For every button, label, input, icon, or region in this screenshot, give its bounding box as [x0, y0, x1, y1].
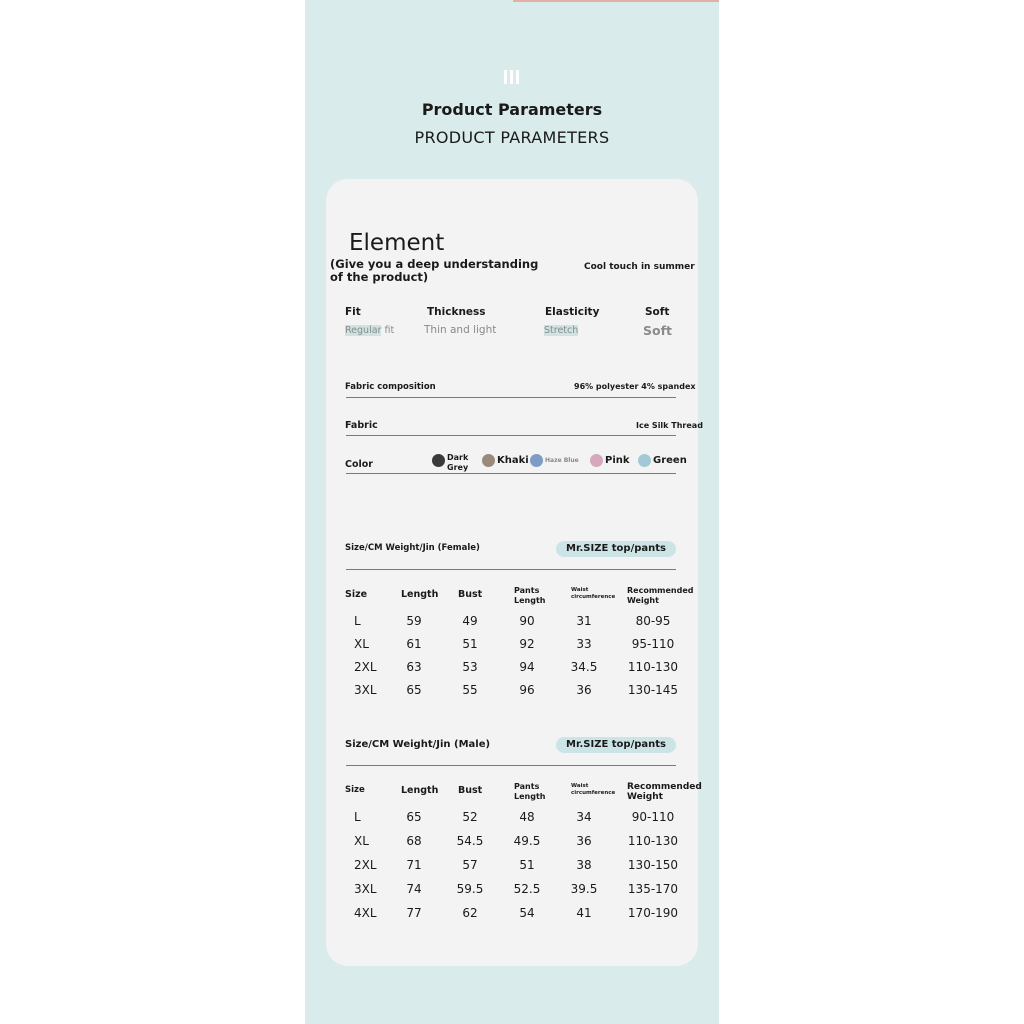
- female-size-cell: 33: [576, 637, 592, 651]
- color-label: Color: [345, 459, 373, 470]
- page-title: Product Parameters: [421, 100, 603, 119]
- male-size-cell: 130-150: [627, 858, 679, 872]
- female-header-size: Size: [345, 589, 368, 600]
- male-size-cell: 57: [462, 858, 478, 872]
- female-size-cell: 110-130: [627, 660, 679, 674]
- male-size-cell: 36: [576, 834, 592, 848]
- fit-label: Fit: [345, 306, 361, 318]
- female-size-cell: XL: [354, 637, 369, 651]
- soft-value: Soft: [643, 323, 673, 338]
- element-tagline: Cool touch in summer: [584, 262, 695, 272]
- element-subtitle: (Give you a deep understanding of the product): [330, 257, 539, 284]
- color-swatch-green: [638, 454, 651, 467]
- divider: [346, 473, 676, 474]
- male-size-cell: 54.5: [456, 834, 484, 848]
- color-swatch-haze-blue: [530, 454, 543, 467]
- female-size-pill: Mr.SIZE top/pants: [556, 541, 676, 557]
- male-size-cell: 170-190: [627, 906, 679, 920]
- male-size-cell: 41: [576, 906, 592, 920]
- female-size-cell: L: [354, 614, 361, 628]
- divider: [346, 435, 676, 436]
- female-size-cell: 80-95: [635, 614, 671, 628]
- color-swatch-khaki: [482, 454, 495, 467]
- male-size-cell: 62: [462, 906, 478, 920]
- male-size-cell: 2XL: [354, 858, 377, 872]
- color-name-pink: Pink: [605, 455, 630, 466]
- male-size-cell: 52: [462, 810, 478, 824]
- female-size-cell: 55: [462, 683, 478, 697]
- fabric-composition-label: Fabric composition: [345, 382, 436, 392]
- male-size-cell: 135-170: [627, 882, 679, 896]
- female-size-cell: 51: [462, 637, 478, 651]
- male-size-cell: L: [354, 810, 361, 824]
- female-size-cell: 61: [406, 637, 422, 651]
- male-header-length: Length: [401, 785, 439, 796]
- male-size-cell: 38: [576, 858, 592, 872]
- elasticity-label: Elasticity: [545, 306, 600, 318]
- female-size-title: Size/CM Weight/Jin (Female): [345, 543, 480, 553]
- male-size-cell: 54: [519, 906, 535, 920]
- male-size-cell: 4XL: [354, 906, 377, 920]
- male-size-cell: 77: [406, 906, 422, 920]
- divider: [346, 397, 676, 398]
- male-size-cell: 39.5: [570, 882, 598, 896]
- female-header-bust: Bust: [458, 589, 483, 600]
- color-name-green: Green: [653, 455, 687, 466]
- divider: [346, 569, 676, 570]
- fabric-composition-value: 96% polyester 4% spandex: [574, 382, 696, 391]
- bars-decoration-icon: [502, 70, 522, 84]
- female-size-cell: 31: [576, 614, 592, 628]
- male-header-recommended-weight: Recommended Weight: [627, 782, 702, 802]
- female-size-cell: 63: [406, 660, 422, 674]
- female-size-cell: 92: [519, 637, 535, 651]
- male-header-size: Size: [345, 785, 365, 795]
- color-name-dark-grey: Dark Grey: [447, 453, 469, 472]
- color-swatch-dark-grey: [432, 454, 445, 467]
- male-size-cell: 71: [406, 858, 422, 872]
- male-size-cell: 90-110: [631, 810, 675, 824]
- element-title: Element: [349, 230, 445, 256]
- female-size-cell: 49: [462, 614, 478, 628]
- female-size-cell: 53: [462, 660, 478, 674]
- male-size-cell: 49.5: [513, 834, 541, 848]
- male-header-waist: Waist circumference: [571, 783, 616, 796]
- color-swatch-pink: [590, 454, 603, 467]
- male-header-bust: Bust: [458, 785, 483, 796]
- color-name-khaki: Khaki: [497, 455, 529, 466]
- female-size-cell: 96: [519, 683, 535, 697]
- thickness-label: Thickness: [427, 306, 486, 318]
- male-size-cell: 59.5: [456, 882, 484, 896]
- male-size-title: Size/CM Weight/Jin (Male): [345, 739, 491, 750]
- female-size-cell: 95-110: [631, 637, 675, 651]
- thickness-value: Thin and light: [424, 324, 497, 336]
- divider: [346, 765, 676, 766]
- female-size-cell: 94: [519, 660, 535, 674]
- top-accent-bar: [513, 0, 719, 2]
- fit-value: Regular fit: [345, 325, 395, 336]
- fabric-value: Ice Silk Thread: [636, 421, 703, 430]
- male-size-cell: 68: [406, 834, 422, 848]
- female-size-cell: 90: [519, 614, 535, 628]
- female-header-recommended-weight: Recommended Weight: [627, 586, 694, 605]
- male-size-cell: XL: [354, 834, 369, 848]
- color-name-haze-blue: Haze Blue: [545, 457, 579, 464]
- female-header-waist: Waist circumference: [571, 587, 616, 600]
- male-size-cell: 52.5: [513, 882, 541, 896]
- female-size-cell: 2XL: [354, 660, 377, 674]
- elasticity-value: Stretch: [544, 325, 579, 336]
- female-size-cell: 65: [406, 683, 422, 697]
- male-size-cell: 110-130: [627, 834, 679, 848]
- female-header-pants-length: Pants Length: [514, 586, 546, 605]
- male-size-pill: Mr.SIZE top/pants: [556, 737, 676, 753]
- male-size-cell: 3XL: [354, 882, 377, 896]
- male-size-cell: 34: [576, 810, 592, 824]
- female-size-cell: 34.5: [570, 660, 598, 674]
- male-size-cell: 51: [519, 858, 535, 872]
- page-subtitle: PRODUCT PARAMETERS: [414, 128, 610, 147]
- female-size-cell: 59: [406, 614, 422, 628]
- male-size-cell: 74: [406, 882, 422, 896]
- male-header-pants-length: Pants Length: [514, 782, 546, 801]
- female-size-cell: 130-145: [627, 683, 679, 697]
- male-size-cell: 65: [406, 810, 422, 824]
- male-size-cell: 48: [519, 810, 535, 824]
- fabric-label: Fabric: [345, 420, 378, 431]
- soft-label: Soft: [645, 306, 670, 318]
- female-header-length: Length: [401, 589, 439, 600]
- female-size-cell: 36: [576, 683, 592, 697]
- female-size-cell: 3XL: [354, 683, 377, 697]
